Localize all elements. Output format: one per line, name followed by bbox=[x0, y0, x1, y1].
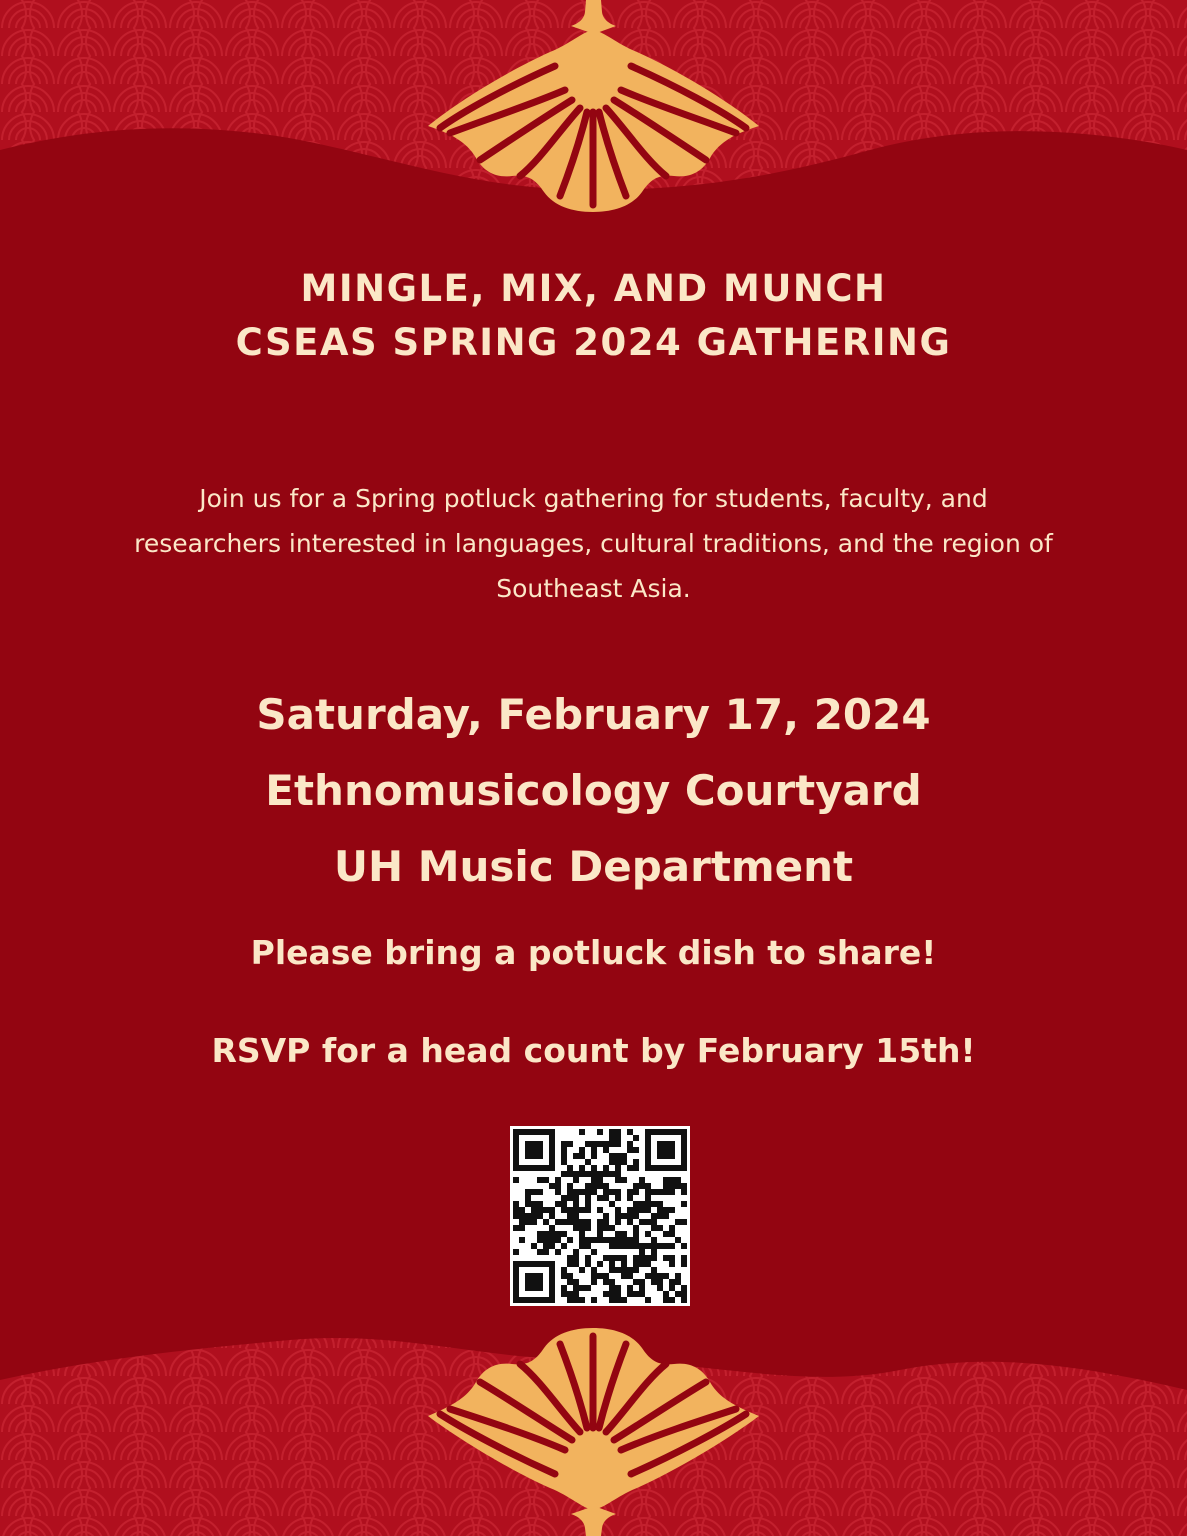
qr-code-icon[interactable] bbox=[510, 1126, 690, 1306]
event-details bbox=[0, 677, 1187, 905]
event-department: UH Music Department bbox=[333, 842, 854, 891]
event-date: Saturday, February 17, 2024 bbox=[256, 690, 931, 739]
event-headline bbox=[0, 262, 1187, 370]
golden-fan-ornament-icon bbox=[420, 1328, 767, 1536]
headline-line-2: CSEAS SPRING 2024 GATHERING bbox=[235, 321, 952, 364]
event-venue: Ethnomusicology Courtyard bbox=[265, 766, 922, 815]
headline-line-1: MINGLE, MIX, AND MUNCH bbox=[300, 267, 887, 310]
rsvp-note: RSVP for a head count by February 15th! bbox=[211, 1031, 976, 1070]
potluck-note: Please bring a potluck dish to share! bbox=[250, 933, 937, 972]
golden-fan-ornament-icon bbox=[420, 0, 767, 215]
intro-paragraph: Join us for a Spring potluck gathering for students, faculty, and researchers interested in languages, cultural traditions, and the region of Southeast Asia. bbox=[134, 484, 1053, 603]
